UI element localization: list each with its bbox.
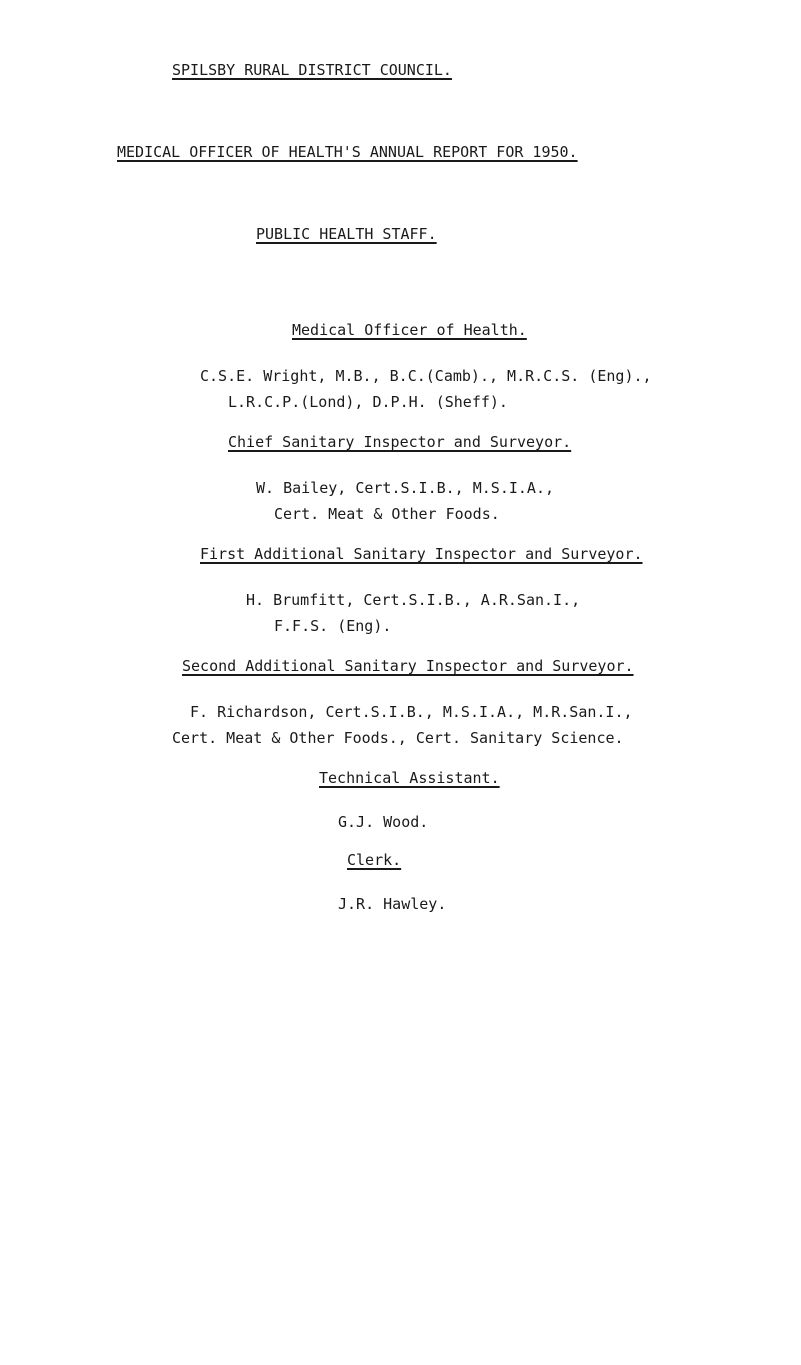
staff-qualifications: C.S.E. Wright, M.B., B.C.(Camb)., M.R.C.S. (Eng)., — [200, 367, 652, 385]
staff-name: J.R. Hawley. — [338, 895, 447, 913]
role-heading: First Additional Sanitary Inspector and Surveyor. — [200, 545, 643, 563]
staff-qualifications: W. Bailey, Cert.S.I.B., M.S.I.A., — [256, 479, 555, 497]
report-title: MEDICAL OFFICER OF HEALTH'S ANNUAL REPORT FOR 1950. — [117, 143, 578, 161]
section-title: PUBLIC HEALTH STAFF. — [256, 225, 437, 243]
role-heading: Second Additional Sanitary Inspector and Surveyor. — [182, 657, 634, 675]
council-heading: SPILSBY RURAL DISTRICT COUNCIL. — [172, 61, 452, 79]
role-heading: Technical Assistant. — [319, 769, 500, 787]
role-heading: Clerk. — [347, 851, 402, 869]
role-heading: Chief Sanitary Inspector and Surveyor. — [228, 433, 572, 451]
staff-name: G.J. Wood. — [338, 813, 429, 831]
staff-qualifications: L.R.C.P.(Lond), D.P.H. (Sheff). — [228, 393, 508, 411]
staff-qualifications: F.F.S. (Eng). — [274, 617, 392, 635]
staff-qualifications: Cert. Meat & Other Foods., Cert. Sanitary Science. — [172, 729, 624, 747]
role-heading: Medical Officer of Health. — [292, 321, 527, 339]
staff-qualifications: F. Richardson, Cert.S.I.B., M.S.I.A., M.R.San.I., — [190, 703, 633, 721]
staff-qualifications: H. Brumfitt, Cert.S.I.B., A.R.San.I., — [246, 591, 581, 609]
staff-qualifications: Cert. Meat & Other Foods. — [274, 505, 500, 523]
